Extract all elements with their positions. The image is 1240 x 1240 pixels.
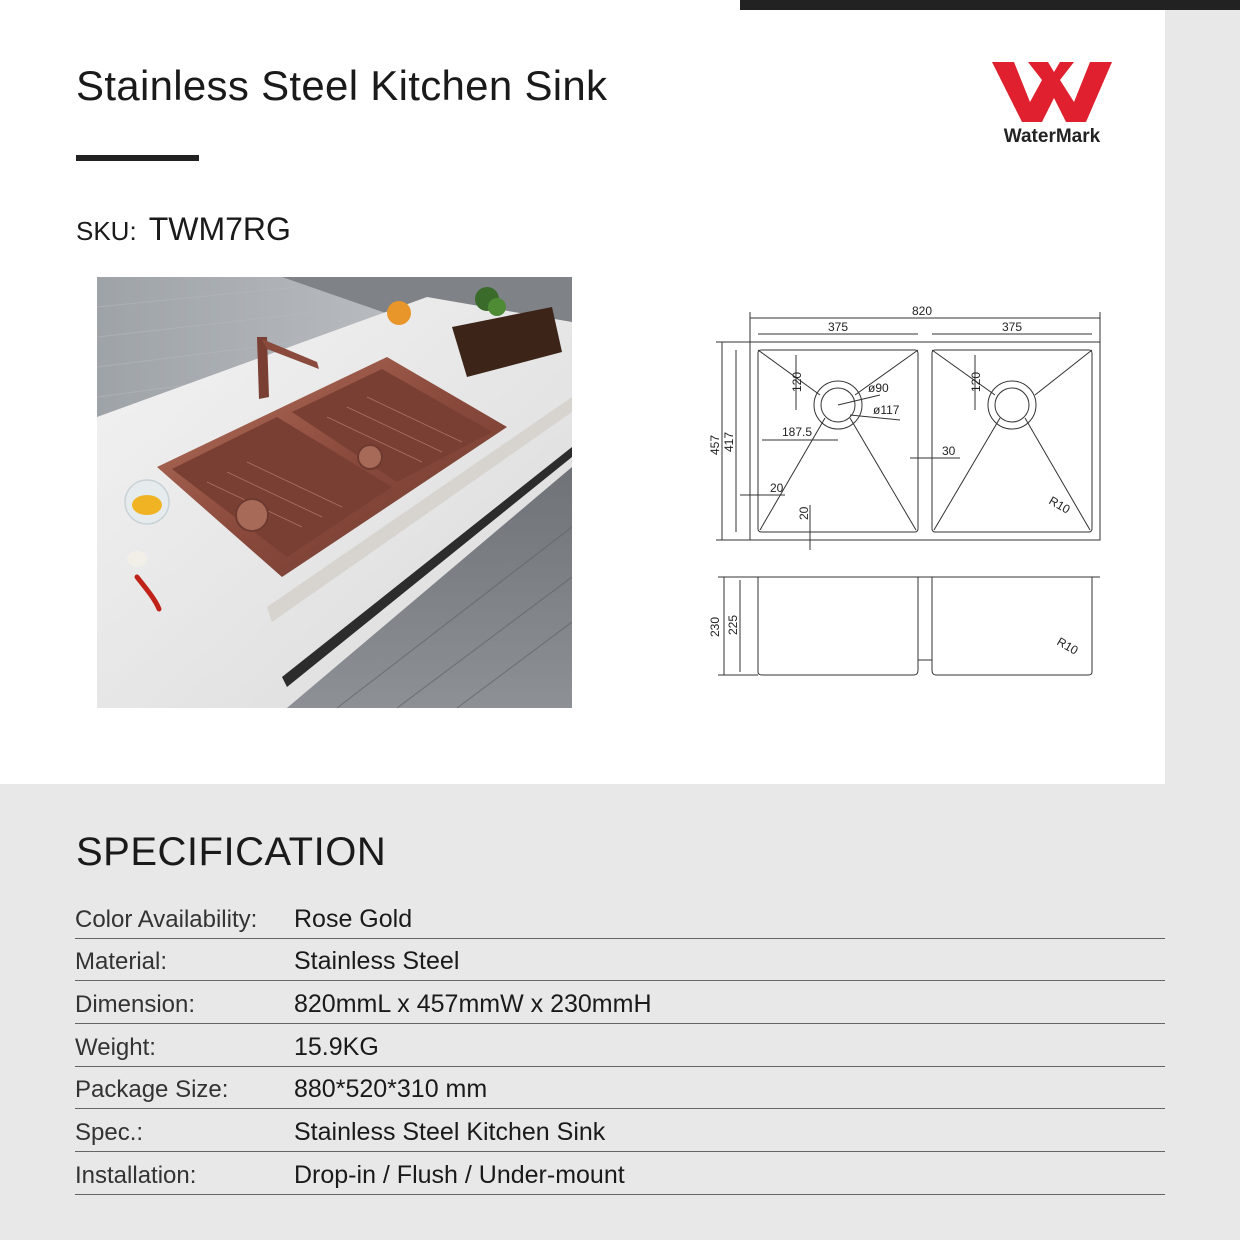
spec-value: 15.9KG [294, 1032, 379, 1061]
dim-drain-dia-outer: ø117 [873, 403, 900, 417]
spec-label: Spec.: [75, 1119, 144, 1147]
spec-value: Stainless Steel [294, 947, 460, 976]
watermark-w-icon [990, 58, 1114, 124]
spec-value: Stainless Steel Kitchen Sink [294, 1118, 606, 1147]
dim-drain-offset-right: 120 [969, 371, 983, 392]
spec-row-package-size [75, 1067, 1165, 1110]
title-underline [76, 155, 199, 161]
spec-row-installation [75, 1152, 1165, 1195]
sink-photo-illustration [97, 277, 572, 708]
top-accent-bar [740, 0, 1240, 10]
dim-divider-gap: 30 [942, 444, 956, 458]
technical-drawing [700, 300, 1120, 690]
dim-overall-height: 230 [708, 616, 722, 637]
sku-label: SKU: [76, 216, 137, 246]
dim-corner-radius-top: R10 [1046, 493, 1073, 517]
dim-corner-radius-side: R10 [1054, 634, 1081, 658]
spec-value: 820mmL x 457mmW x 230mmH [294, 990, 652, 1019]
sku-value: TWM7RG [148, 211, 291, 247]
watermark-logo [990, 58, 1114, 158]
spec-label: Installation: [75, 1161, 197, 1189]
spec-row-color [75, 896, 1165, 939]
page-title: Stainless Steel Kitchen Sink [76, 62, 608, 109]
dim-drain-center: 187.5 [782, 425, 813, 439]
spec-row-dimension [75, 981, 1165, 1024]
spec-row-weight [75, 1024, 1165, 1067]
dim-drain-dia-inner: ø90 [868, 381, 889, 395]
sku-line [76, 211, 291, 248]
spec-value: Rose Gold [294, 904, 413, 933]
dim-bowl-left-width: 375 [828, 320, 849, 334]
dim-bowl-right-width: 375 [1002, 320, 1023, 334]
spec-label: Weight: [75, 1033, 156, 1061]
dim-wall-bottom: 20 [797, 506, 811, 520]
product-photo [97, 277, 572, 708]
spec-label: Dimension: [75, 991, 196, 1019]
dim-overall-length: 820 [912, 304, 933, 318]
spec-label: Package Size: [75, 1076, 229, 1104]
dim-drain-offset-left: 120 [790, 371, 804, 392]
spec-row-spec [75, 1109, 1165, 1152]
dim-overall-width: 457 [708, 434, 722, 455]
dim-wall-side: 20 [770, 481, 784, 495]
spec-label: Material: [75, 948, 168, 976]
dim-bowl-depth-width: 417 [722, 431, 736, 452]
spec-value: Drop-in / Flush / Under-mount [294, 1160, 625, 1189]
spec-value: 880*520*310 mm [294, 1075, 488, 1104]
spec-label: Color Availability: [75, 905, 258, 933]
spec-heading: SPECIFICATION [76, 830, 387, 874]
spec-row-material [75, 939, 1165, 982]
spec-table [75, 896, 1165, 1195]
dim-bowl-height: 225 [726, 614, 740, 635]
watermark-logo-text: WaterMark [1003, 126, 1101, 147]
